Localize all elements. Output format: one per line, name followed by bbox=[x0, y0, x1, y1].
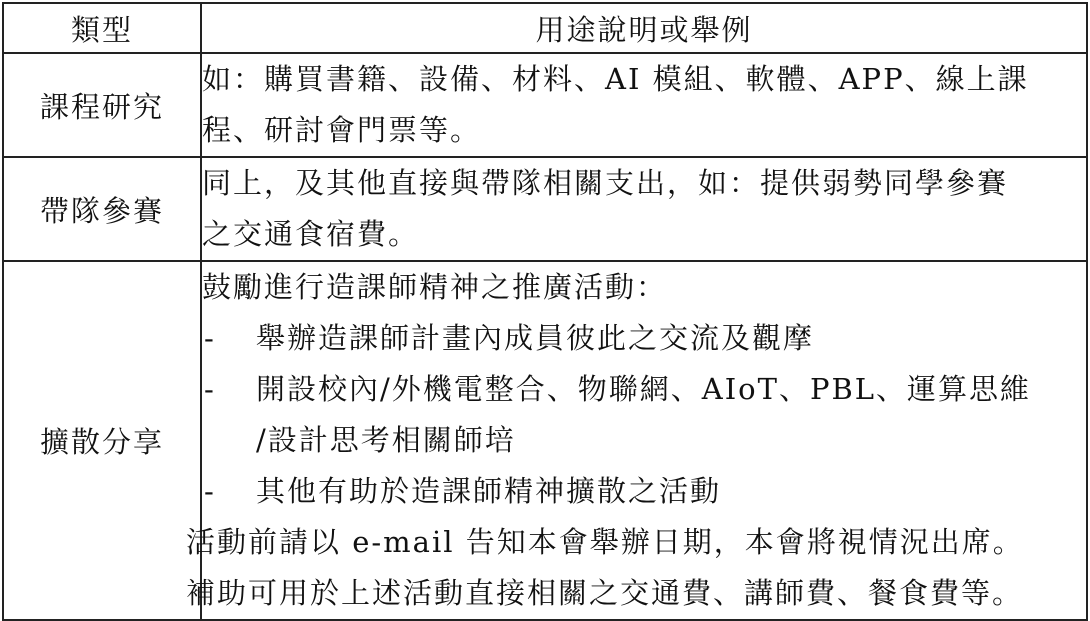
description-line: 如：購買書籍、設備、材料、AI 模組、軟體、APP、線上課 bbox=[202, 62, 1029, 96]
description-line: 之交通食宿費。 bbox=[202, 217, 420, 251]
table-header-row bbox=[3, 3, 1087, 53]
bullet-line: 其他有助於造課師精神擴散之活動 bbox=[256, 474, 722, 508]
description-cell-competition bbox=[201, 157, 1087, 261]
header-type: 類型 bbox=[3, 3, 201, 53]
note-line: 補助可用於上述活動直接相關之交通費、講師費、餐食費等。 bbox=[186, 576, 1024, 610]
description-intro: 鼓勵進行造課師精神之推廣活動： bbox=[202, 270, 668, 304]
description-line: 同上，及其他直接與帶隊相關支出，如：提供弱勢同學參賽 bbox=[202, 166, 1009, 200]
type-cell-competition: 帶隊參賽 bbox=[3, 157, 201, 261]
bullet-item bbox=[202, 313, 1086, 364]
bullet-marker: - bbox=[204, 372, 216, 406]
header-purpose: 用途說明或舉例 bbox=[201, 3, 1087, 53]
bullet-line: /設計思考相關師培 bbox=[256, 423, 516, 457]
description-cell-course-research bbox=[201, 53, 1087, 157]
table-row-course-research bbox=[3, 53, 1087, 157]
bullet-line: 舉辦造課師計畫內成員彼此之交流及觀摩 bbox=[256, 321, 815, 355]
bullet-text bbox=[256, 466, 1086, 517]
note-line: 活動前請以 e-mail 告知本會舉辦日期，本會將視情況出席。 bbox=[186, 525, 1024, 559]
bullet-marker: - bbox=[204, 321, 216, 355]
bullet-text bbox=[256, 364, 1086, 466]
type-cell-course-research: 課程研究 bbox=[3, 53, 201, 157]
description-cell-spread-sharing bbox=[186, 261, 1087, 620]
funding-usage-table bbox=[2, 2, 1088, 621]
bullet-line: 開設校內/外機電整合、物聯網、AIoT、PBL、運算思維 bbox=[256, 372, 1032, 406]
type-cell-spread-sharing: 擴散分享 bbox=[3, 261, 201, 620]
bullet-marker: - bbox=[204, 474, 216, 508]
bullet-item bbox=[202, 466, 1086, 517]
table-row-competition bbox=[3, 157, 1087, 261]
description-line: 程、研討會門票等。 bbox=[202, 113, 482, 147]
bullet-item bbox=[202, 364, 1086, 466]
bullet-text bbox=[256, 313, 1086, 364]
table-row-spread-sharing bbox=[3, 261, 1087, 620]
